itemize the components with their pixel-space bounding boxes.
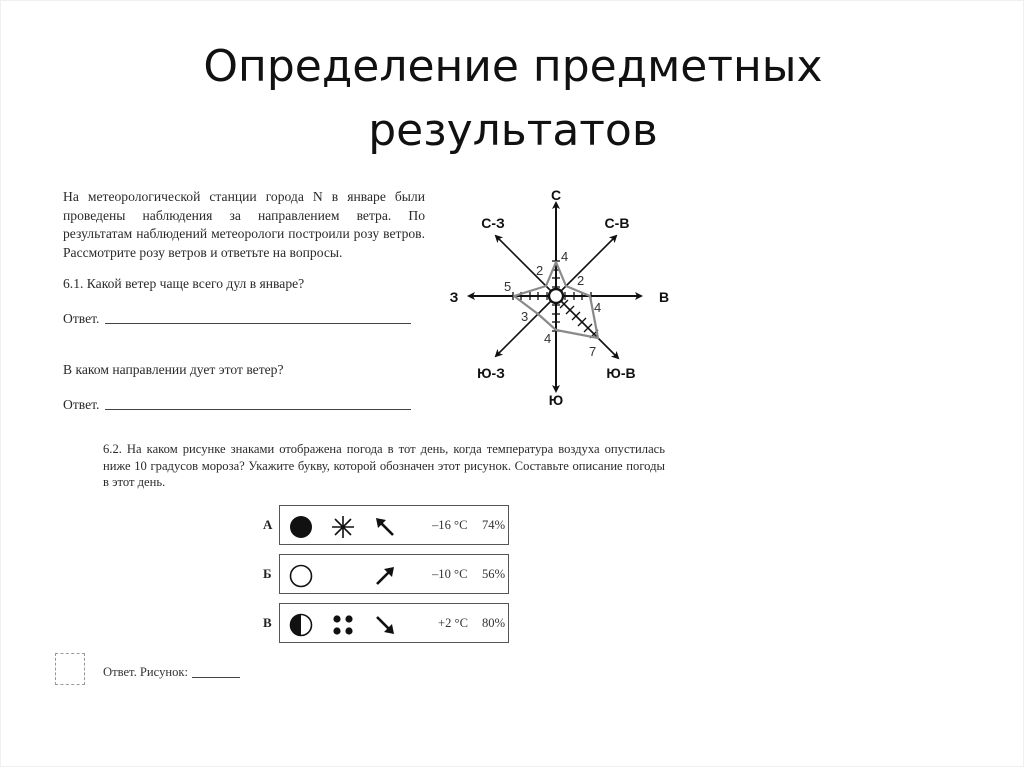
answer-line-1[interactable] bbox=[105, 323, 411, 324]
value-nw: 2 bbox=[536, 263, 544, 278]
value-s: 4 bbox=[544, 331, 552, 346]
direction-s: Ю bbox=[548, 392, 564, 408]
option-letter: Б bbox=[263, 566, 272, 581]
task2-answer bbox=[103, 665, 240, 680]
weather-option-box bbox=[279, 603, 509, 643]
wind-rose-diagram bbox=[441, 181, 681, 411]
value-sw: 3 bbox=[521, 309, 529, 324]
direction-nw: С-З bbox=[481, 215, 505, 231]
value-n: 4 bbox=[561, 249, 569, 264]
partly-cloudy-half-circle-icon bbox=[288, 612, 314, 638]
weather-option-box bbox=[279, 505, 509, 545]
rain-dots-icon bbox=[330, 612, 356, 638]
task1-answer-2 bbox=[63, 397, 411, 413]
clear-empty-circle-icon bbox=[288, 563, 314, 589]
slide-title bbox=[1, 35, 1024, 163]
task2-question: 6.2. На каком рисунке знаками отображена погода в тот день, когда температура воздуха опустилась ниже 10 градусов мороза? Укажите букву, которой обозначен этот рисунок. Составьте описание погоды в этот день. bbox=[103, 442, 665, 490]
answer-label: Ответ. bbox=[63, 311, 100, 326]
humidity: 74% bbox=[482, 518, 506, 532]
task1-question-2: В каком направлении дует этот ветер? bbox=[63, 362, 284, 377]
direction-se: Ю-В bbox=[606, 365, 636, 381]
answer-label: Ответ. Рисунок: bbox=[103, 665, 189, 679]
weather-option-box bbox=[279, 554, 509, 594]
temperature: +2 °C bbox=[438, 616, 468, 630]
wind-rose-center bbox=[549, 289, 563, 303]
arrow-southeast-icon bbox=[372, 612, 398, 638]
temperature: –16 °C bbox=[432, 518, 468, 532]
overcast-filled-circle-icon bbox=[288, 514, 314, 540]
temperature: –10 °C bbox=[432, 567, 468, 581]
direction-sw: Ю-З bbox=[477, 365, 505, 381]
snow-asterisk-icon bbox=[330, 514, 356, 540]
weather-option-a[interactable] bbox=[259, 505, 509, 547]
direction-n: С bbox=[550, 187, 562, 203]
slide-title-line-2: результатов bbox=[368, 105, 658, 156]
answer-label: Ответ. bbox=[63, 397, 100, 412]
direction-w: З bbox=[449, 289, 459, 305]
answer-line-2[interactable] bbox=[105, 409, 411, 410]
option-letter: В bbox=[263, 615, 272, 630]
answer-checkbox[interactable] bbox=[55, 653, 85, 685]
arrow-northwest-icon bbox=[372, 514, 398, 540]
humidity: 56% bbox=[482, 567, 506, 581]
value-e: 4 bbox=[594, 300, 602, 315]
task1-intro: На метеорологической станции города N в январе были проведены наблюдения за направлением ветра. По результатам наблюдений метеорологи построили розу ветров. Рассмотрите розу ветров и ответьте на вопросы. bbox=[63, 189, 425, 260]
value-se: 7 bbox=[589, 344, 597, 359]
direction-e: В bbox=[658, 289, 670, 305]
arrow-northeast-icon bbox=[372, 563, 398, 589]
weather-option-b[interactable] bbox=[259, 554, 509, 596]
value-ne: 2 bbox=[577, 273, 585, 288]
task1-answer-1 bbox=[63, 311, 411, 327]
option-letter: А bbox=[263, 517, 273, 532]
humidity: 80% bbox=[482, 616, 506, 630]
weather-option-v[interactable] bbox=[259, 603, 509, 645]
answer-line-3[interactable] bbox=[192, 677, 240, 678]
task1-question-1: 6.1. Какой ветер чаще всего дул в январе? bbox=[63, 276, 305, 291]
value-w: 5 bbox=[504, 279, 512, 294]
slide-title-line-1: Определение предметных bbox=[203, 41, 823, 92]
direction-ne: С-В bbox=[604, 215, 630, 231]
